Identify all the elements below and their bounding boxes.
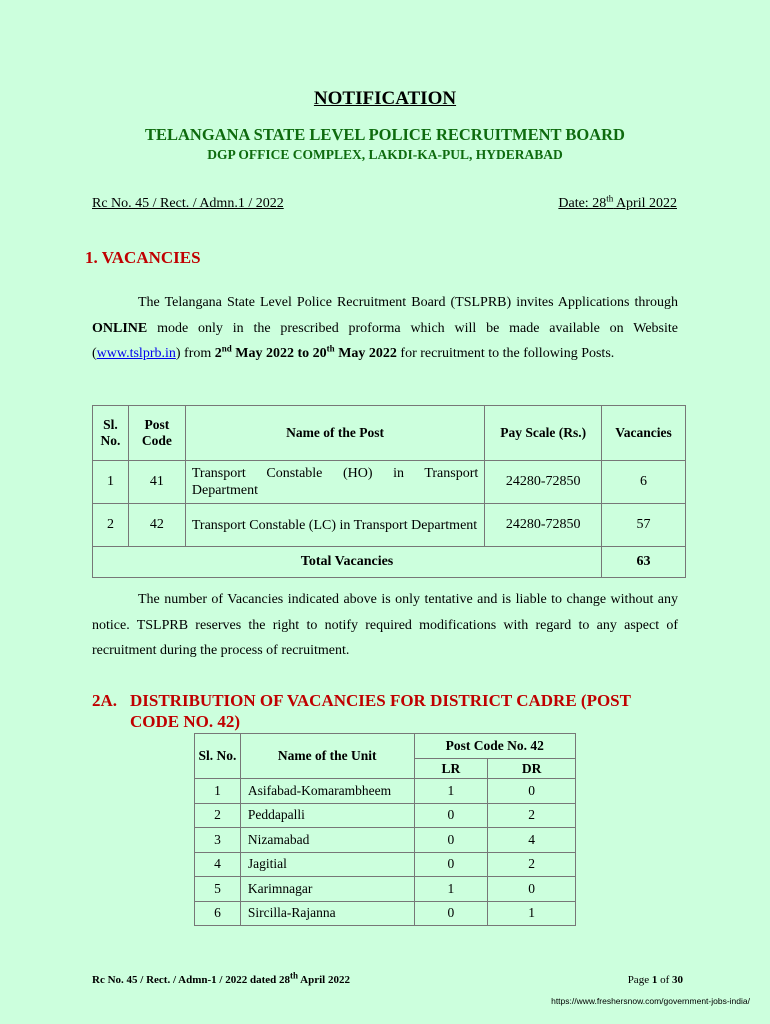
col-header-sl: Sl. No. [93,406,129,461]
office-address: DGP OFFICE COMPLEX, LAKDI-KA-PUL, HYDERABAD [207,147,563,162]
col-header-sl: Sl. No. [195,734,241,779]
notification-date: Date: 28th April 2022 [558,193,677,211]
col-header-post-name: Name of the Post [185,406,484,461]
intro-paragraph: The Telangana State Level Police Recruitment Board (TSLPRB) invites Applications through ONLINE mode only in the prescribed proforma which will be made available on Website (www.tslprb.in) from 2nd May 2022 to 20th May 2022 for recruitment to the following Posts. [92,295,678,361]
website-link[interactable]: www.tslprb.in [96,346,176,361]
section-district-cadre-heading: 2A. DISTRIBUTION OF VACANCIES FOR DISTRICT CADRE (POST CODE NO. 42) [92,691,631,731]
tentative-note-paragraph: The number of Vacancies indicated above is only tentative and is liable to change without any notice. TSLPRB reserves the right to notify required modifications with regard to any aspect of recruitment during the process of recruitment. [92,592,678,658]
section-vacancies-heading: 1. VACANCIES [85,248,201,267]
table-row: 4 Jagitial 0 2 [195,852,576,877]
table-header-row [195,734,576,759]
source-url: https://www.freshersnow.com/government-jobs-india/ [551,996,750,1006]
board-name: TELANGANA STATE LEVEL POLICE RECRUITMENT BOARD [145,125,625,144]
col-header-post-code-group: Post Code No. 42 [414,734,575,759]
col-header-pay-scale: Pay Scale (Rs.) [485,406,602,461]
page-number: Page 1 of 30 [627,974,683,986]
table-row: 2 42 Transport Constable (LC) in Transport Department 24280-72850 57 [93,504,686,547]
col-header-lr: LR [414,759,488,779]
col-header-dr: DR [488,759,576,779]
page-title: NOTIFICATION [313,88,457,109]
table-row: 6 Sircilla-Rajanna 0 1 [195,901,576,926]
total-label: Total Vacancies [93,547,602,578]
table-row: 1 41 Transport Constable (HO) in Transport Department 24280-72850 6 [93,461,686,504]
table-row: 5 Karimnagar 1 0 [195,877,576,902]
col-header-post-code: Post Code [128,406,185,461]
table-row: 2 Peddapalli 0 2 [195,803,576,828]
table-row: 3 Nizamabad 0 4 [195,828,576,853]
vacancies-table [92,405,686,578]
table-header-row [93,406,686,461]
table-row: 1 Asifabad-Komarambheem 1 0 [195,779,576,804]
col-header-vacancies: Vacancies [602,406,686,461]
district-distribution-table [194,733,576,926]
total-value: 63 [602,547,686,578]
col-header-unit: Name of the Unit [240,734,414,779]
footer-reference: Rc No. 45 / Rect. / Admn-1 / 2022 dated 28th April 2022 [92,970,350,986]
reference-number: Rc No. 45 / Rect. / Admn.1 / 2022 [92,196,284,211]
total-row [93,547,686,578]
